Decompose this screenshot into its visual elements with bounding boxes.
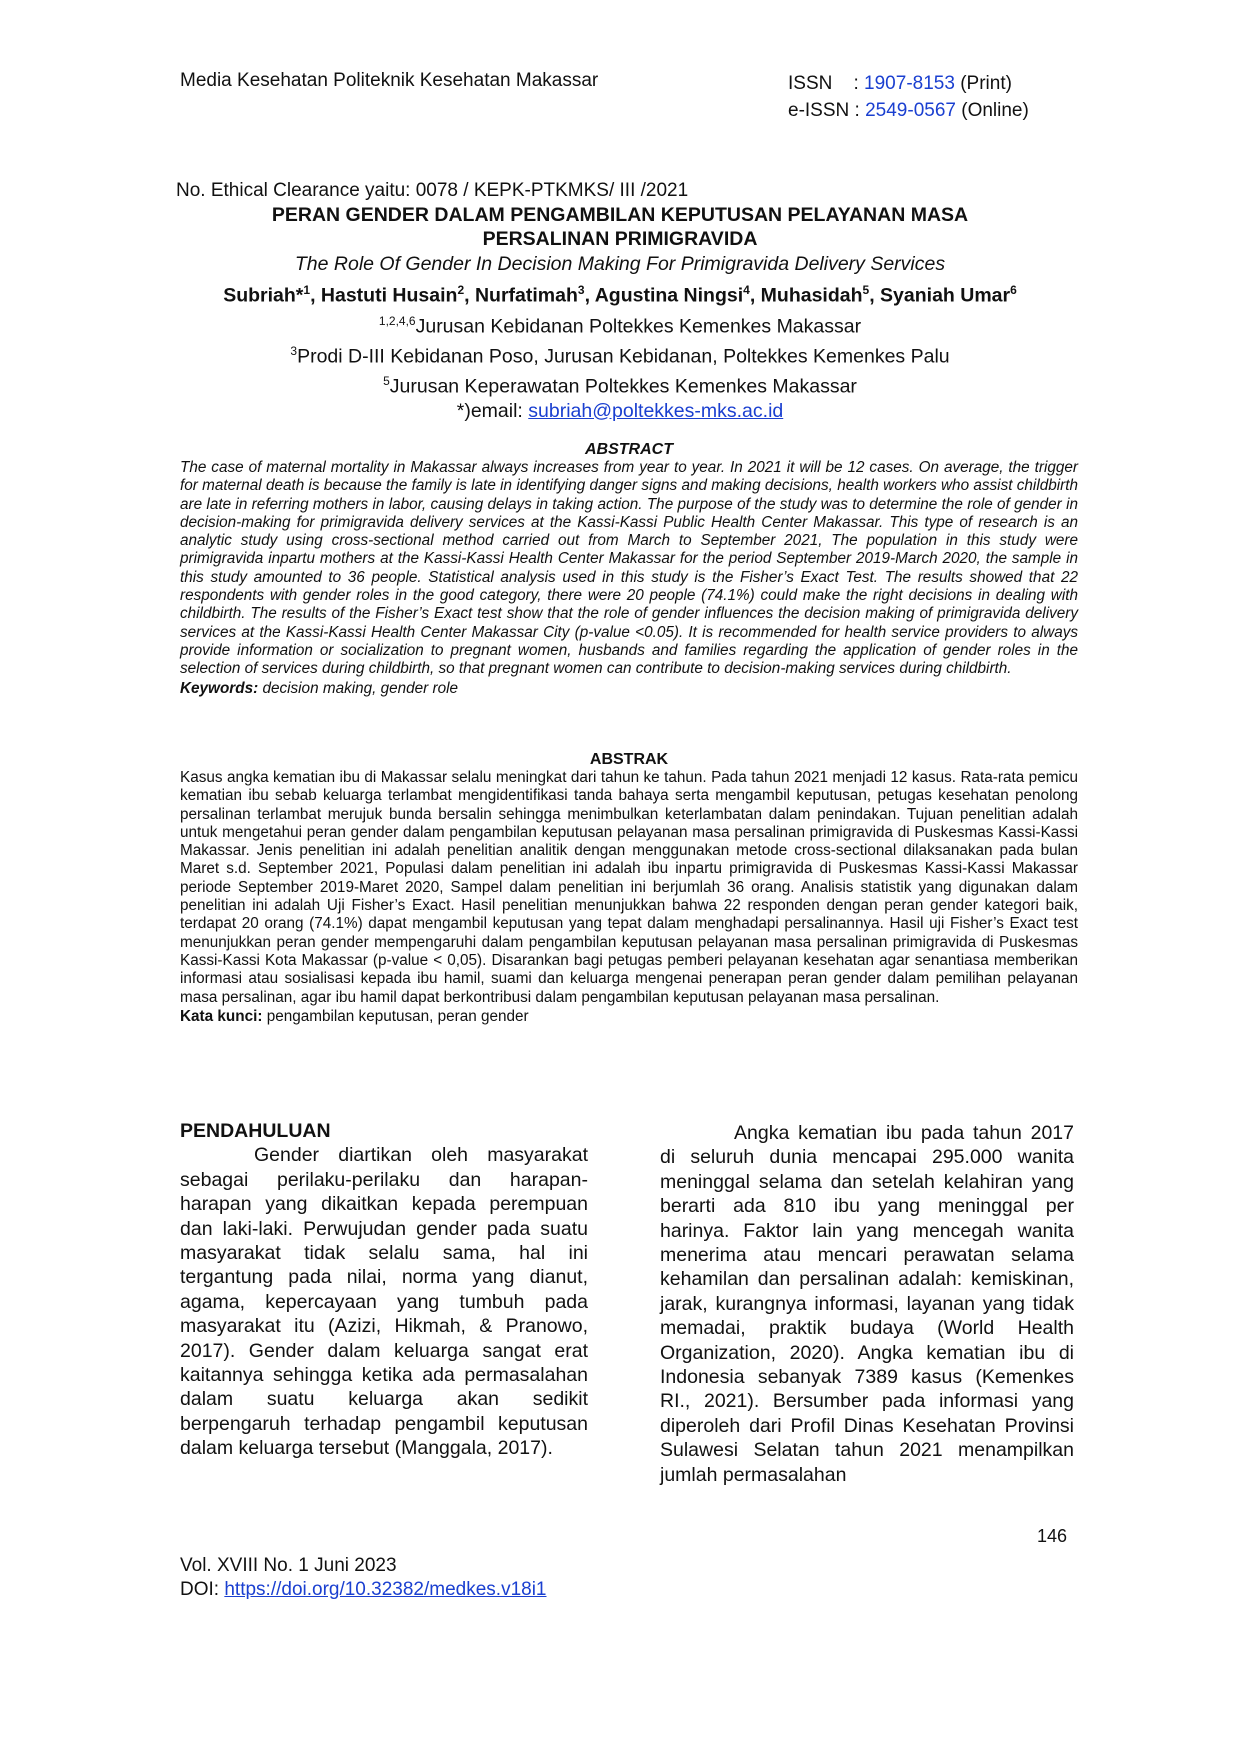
section-heading: PENDAHULUAN — [180, 1120, 331, 1142]
affiliation-sup: 1,2,4,6 — [378, 313, 416, 328]
doi-label: DOI: — [180, 1579, 225, 1600]
page-number: 146 — [1037, 1526, 1068, 1546]
author-name: Nurfatimah — [474, 284, 578, 307]
abstract-body: The case of maternal mortality in Makassar always increases from year to year. In 2021 it will be 12 cases. On average, the trigger for maternal death is because the family is late in identifying danger signs and making decisions, health workers who assist childbirth are late in referring mothers in labor, causing delays in taking action. The purpose of the study was to determine the role of gender in decision-making for primigravida delivery services at the Kassi-Kassi Public Health Center Makassar. This type of research is an analytic study using cross-sectional method carried out from March to September 2021, The population in this study were primigravida inpartu mothers at the Kassi-Kassi Health Center Makassar for the period September 2019-March 2020, the sample in this study amounted to 36 people. Statistical analysis used in this study is the Fisher’s Exact Test. The results showed that 22 respondents with gender roles in the good category, there were 20 people (74.1%) could make the right decisions in dealing with childbirth. The results of the Fisher’s Exact test show that the role of gender influences the decision making of primigravida delivery services at the Kassi-Kassi Health Center Makassar City (p-value <0.05). It is recommended for health service providers to always provide information or socialization to pregnant women, husbands and families regarding the application of gender roles in the selection of services during childbirth, so that pregnant women can contribute to decision-making services during childbirth. — [180, 459, 1078, 678]
affiliation-sup: 5 — [383, 373, 390, 388]
issn-online-type: (Online) — [961, 100, 1029, 121]
issn-print-value: 1907-8153 — [864, 73, 955, 94]
abstrak-body: Kasus angka kematian ibu di Makassar selalu meningkat dari tahun ke tahun. Pada tahun 2021 menjadi 12 kasus. Rata-rata pemicu kematian ibu sebab keluarga terlambat mengidentifikasi tanda bahaya serta mengambil keputusan, petugas kesehatan penolong persalinan terlambat merujuk bunda bersalin sehingga menimbulkan keterlambatan dalam penindakan. Tujuan penelitian adalah untuk mengetahui peran gender dalam pengambilan keputusan pelayanan masa persalinan primigravida di Puskesmas Kassi-Kassi Makassar. Jenis penelitian ini adalah penelitian analitik dengan menggunakan metode cross-sectional dilaksanakan pada bulan Maret s.d. September 2021, Populasi dalam penelitian ini adalah ibu inpartu primigravida di Puskesmas Kassi-Kassi Makassar periode September 2019-Maret 2020, Sampel dalam penelitian ini berjumlah 36 orang. Analisis statistik yang digunakan dalam penelitian ini adalah Uji Fisher’s Exact. Hasil penelitian menunjukkan bahwa 22 responden dengan peran gender kategori baik, terdapat 20 orang (74.1%) dapat mengambil keputusan yang tepat dalam menghadapi persalinannya. Hasil uji Fisher’s Exact test menunjukkan peran gender mempengaruhi dalam pengambilan keputusan pelayanan masa persalinan primigravida di Puskesmas Kassi-Kassi Kota Makassar (p-value < 0,05). Disarankan bagi petugas pemberi pelayanan kesehatan agar senantiasa memberikan informasi atau sosialisasi kepada ibu hamil, suami dan keluarga mengenai penerapan peran gender dalam pemilihan pelayanan masa persalinan, agar ibu hamil dapat berkontribusi dalam pengambilan keputusan pelayanan masa persalinan. — [180, 769, 1078, 1006]
paper-title-line-1: PERAN GENDER DALAM PENGAMBILAN KEPUTUSAN PELAYANAN MASA — [271, 204, 969, 226]
affiliation-text: Prodi D-III Kebidanan Poso, Jurusan Kebidanan, Poltekkes Kemenkes Palu — [297, 345, 950, 367]
doi-line — [180, 1578, 547, 1602]
issn-sep: : — [853, 73, 859, 94]
issn-online-value: 2549-0567 — [865, 100, 956, 121]
abstract-heading: ABSTRACT — [585, 441, 673, 458]
keywords-text: decision making, gender role — [258, 679, 459, 697]
author-sup: 3 — [577, 283, 585, 297]
volume-line: Vol. XVIII No. 1 Juni 2023 — [180, 1555, 397, 1576]
affiliation-3 — [170, 369, 1070, 399]
issn-online-row — [788, 97, 1029, 124]
author-name: Syaniah Umar — [880, 284, 1011, 307]
doi-link[interactable]: https://doi.org/10.32382/medkes.v18i1 — [224, 1579, 547, 1600]
author-list: Subriah*$^1$, Hastuti Husain$^2$, Nurfatimah$^3$, Agustina Ningsi$^4$, Muhasidah$^5$, Syaniah Umar$^6$ — [223, 283, 1017, 307]
affiliation-1 — [170, 309, 1070, 339]
keywords-label: Keywords: — [180, 679, 259, 697]
journal-name: Media Kesehatan Politeknik Kesehatan Makassar — [180, 70, 599, 91]
author-name: Hastuti Husain — [320, 284, 458, 307]
author-name: Muhasidah — [760, 284, 863, 307]
intro-paragraph-left: Gender diartikan oleh masyarakat sebagai perilaku-perilaku dan harapan-harapan yang dikaitkan kepada perempuan dan laki-laki. Perwujudan gender pada suatu masyarakat tidak selalu sama, hal ini tergantung pada nilai, norma yang dianut, agama, kepercayaan yang tumbuh pada masyarakat itu (Azizi, Hikmah, & Pranowo, 2017). Gender dalam keluarga sangat erat kaitannya sehingga ketika ada permasalahan dalam suatu keluarga akan sedikit berpengaruh terhadap pengambil keputusan dalam keluarga tersebut (Manggala, 2017). — [180, 1144, 588, 1460]
author-sup: 1 — [303, 283, 311, 297]
email-line — [170, 399, 1070, 424]
paper-subtitle: The Role Of Gender In Decision Making For Primigravida Delivery Services — [294, 253, 946, 275]
abstract-english — [180, 441, 1078, 699]
author-name: Subriah* — [223, 284, 304, 307]
kata-kunci-line — [180, 1007, 1078, 1027]
author-sup: 2 — [457, 283, 465, 297]
affiliation-2 — [170, 339, 1070, 369]
left-column — [180, 1119, 588, 1461]
issn-print-type: (Print) — [960, 73, 1012, 94]
title-block — [170, 203, 1070, 423]
kata-kunci-label: Kata kunci: — [180, 1007, 263, 1025]
affiliation-text: Jurusan Kebidanan Poltekkes Kemenkes Makassar — [415, 315, 862, 337]
issn-label: ISSN — [788, 73, 833, 94]
eissn-label: e-ISSN : — [788, 100, 860, 121]
affiliation-text: Jurusan Keperawatan Poltekkes Kemenkes Makassar — [389, 375, 857, 397]
author-sup: 4 — [743, 283, 750, 297]
issn-print-row — [788, 70, 1029, 97]
abstrak-heading: ABSTRAK — [589, 751, 669, 768]
email-label: *)email: — [456, 399, 529, 422]
paper-title-line-2: PERSALINAN PRIMIGRAVIDA — [482, 228, 758, 250]
kata-kunci-text: pengambilan keputusan, peran gender — [262, 1007, 529, 1025]
keywords-line — [180, 679, 1078, 699]
abstract-indonesian — [180, 751, 1078, 1027]
author-name: Agustina Ningsi — [594, 284, 744, 307]
intro-paragraph-right: Angka kematian ibu pada tahun 2017 di seluruh dunia mencapai 295.000 wanita meninggal selama dan setelah kelahiran yang berarti ada 810 ibu yang meninggal per harinya. Faktor lain yang mencegah wanita menerima atau mencari perawatan selama kehamilan dan persalinan adalah: kemiskinan, jarak, kurangnya informasi, layanan yang tidak memadai, praktik budaya (World Health Organization, 2020). Angka kematian ibu di Indonesia sebanyak 7389 kasus (Kemenkes RI., 2021). Bersumber pada informasi yang diperoleh dari Profil Dinas Kesehatan Provinsi Sulawesi Selatan tahun 2021 menampilkan jumlah permasalahan — [660, 1122, 1074, 1486]
email-link[interactable]: subriah@poltekkes-mks.ac.id — [528, 399, 784, 422]
issn-block — [788, 70, 1029, 124]
author-sup: 6 — [1010, 283, 1017, 297]
author-sup: 5 — [862, 283, 870, 297]
affiliation-sup: 3 — [290, 343, 298, 358]
footer — [180, 1554, 547, 1602]
right-column — [660, 1121, 1074, 1487]
ethical-clearance: No. Ethical Clearance yaitu: 0078 / KEPK-PTKMKS/ III /2021 — [176, 180, 689, 201]
